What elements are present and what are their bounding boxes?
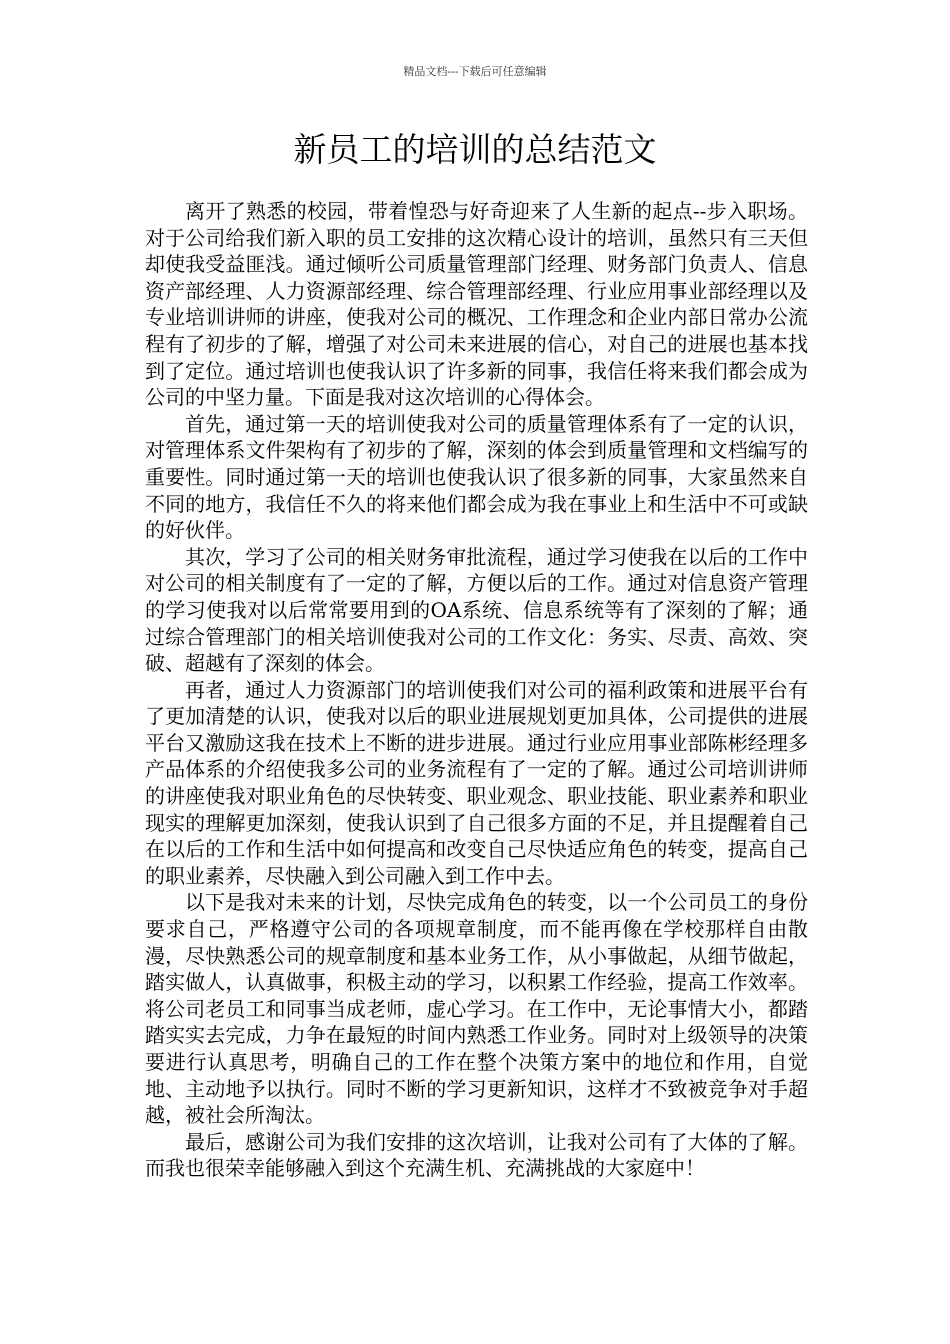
body-paragraph: 最后，感谢公司为我们安排的这次培训，让我对公司有了大体的了解。而我也很荣幸能够融入到这个充满生机、充满挑战的大家庭中！ xyxy=(145,1129,808,1181)
body-paragraph: 其次，学习了公司的相关财务审批流程，通过学习使我在以后的工作中对公司的相关制度有了一定的了解，方便以后的工作。通过对信息资产管理的学习使我对以后常常要用到的OA系统、信息系统等有了深刻的了解；通过综合管理部门的相关培训使我对公司的工作文化：务实、尽责、高效、突破、超越有了深刻的体会。 xyxy=(145,544,808,676)
body-paragraph: 以下是我对未来的计划，尽快完成角色的转变，以一个公司员工的身份要求自己，严格遵守公司的各项规章制度，而不能再像在学校那样自由散漫，尽快熟悉公司的规章制度和基本业务工作，从小事做起，从细节做起，踏实做人，认真做事，积极主动的学习，以积累工作经验，提高工作效率。将公司老员工和同事当成老师，虚心学习。在工作中，无论事情大小，都踏踏实实去完成，力争在最短的时间内熟悉工作业务。同时对上级领导的决策要进行认真思考，明确自己的工作在整个决策方案中的地位和作用，自觉地、主动地予以执行。同时不断的学习更新知识，这样才不致被竞争对手超越，被社会所淘汰。 xyxy=(145,890,808,1128)
document-body xyxy=(145,198,808,1182)
body-paragraph: 离开了熟悉的校园，带着惶恐与好奇迎来了人生新的起点--步入职场。对于公司给我们新入职的员工安排的这次精心设计的培训，虽然只有三天但却使我受益匪浅。通过倾听公司质量管理部门经理、财务部门负责人、信息资产部经理、人力资源部经理、综合管理部经理、行业应用事业部经理以及专业培训讲师的讲座，使我对公司的概况、工作理念和企业内部日常办公流程有了初步的了解，增强了对公司未来进展的信心，对自己的进展也基本找到了定位。通过培训也使我认识了许多新的同事，我信任将来我们都会成为公司的中坚力量。下面是我对这次培训的心得体会。 xyxy=(145,199,808,410)
header-note: 精品文档---下载后可任意编辑 xyxy=(403,65,547,78)
document-title: 新员工的培训的总结范文 xyxy=(293,130,657,169)
body-paragraph: 首先，通过第一天的培训使我对公司的质量管理体系有了一定的认识，对管理体系文件架构有了初步的了解，深刻的体会到质量管理和文档编写的重要性。同时通过第一天的培训也使我认识了很多新的同事，大家虽然来自不同的地方，我信任不久的将来他们都会成为我在事业上和生活中不可或缺的好伙伴。 xyxy=(145,411,808,543)
body-paragraph: 再者，通过人力资源部门的培训使我们对公司的福利政策和进展平台有了更加清楚的认识，使我对以后的职业进展规划更加具体，公司提供的进展平台又激励这我在技术上不断的进步进展。通过行业应用事业部陈彬经理多产品体系的介绍使我多公司的业务流程有了一定的了解。通过公司培训讲师的讲座使我对职业角色的尽快转变、职业观念、职业技能、职业素养和职业现实的理解更加深刻，使我认识到了自己很多方面的不足，并且提醒着自己在以后的工作和生活中如何提高和改变自己尽快适应角色的转变，提高自己的职业素养，尽快融入到公司融入到工作中去。 xyxy=(145,677,808,888)
